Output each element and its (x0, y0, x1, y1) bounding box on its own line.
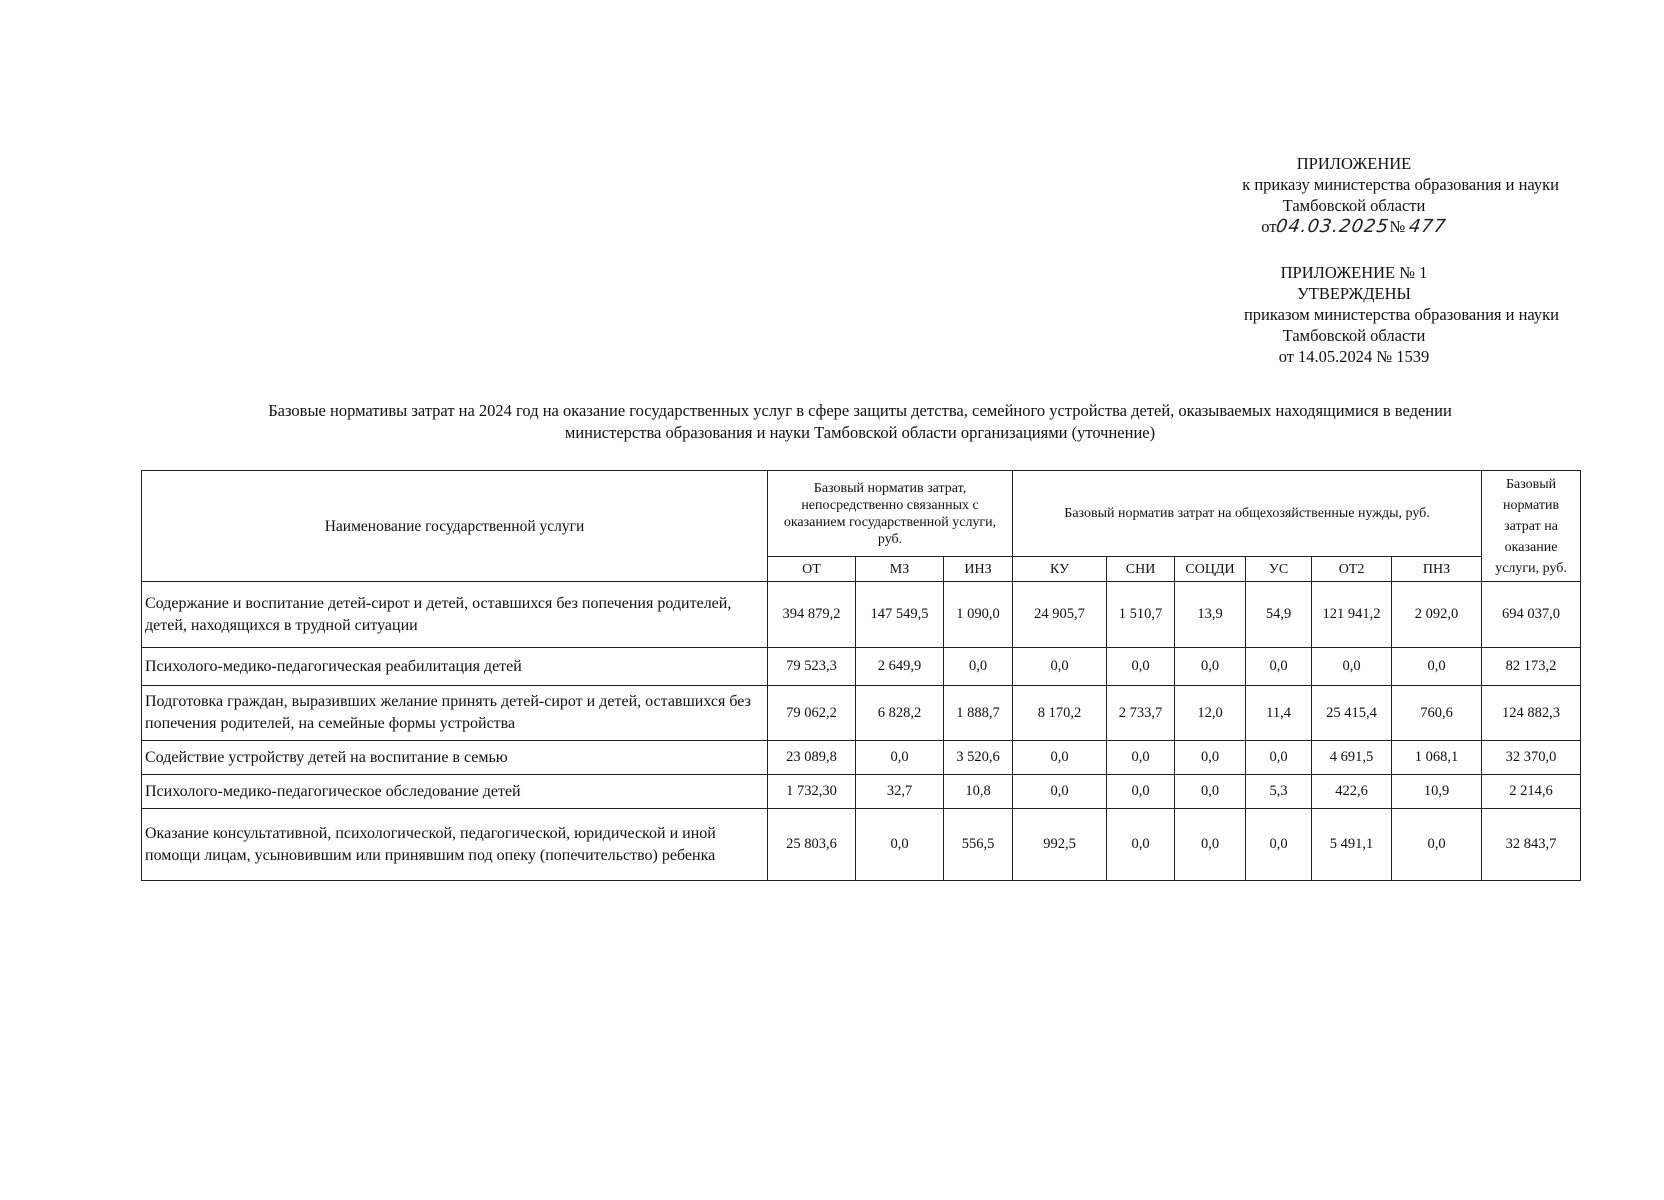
appendix-region-line: Тамбовской области (1282, 196, 1426, 215)
table-row (142, 741, 1581, 775)
cell-ot: 25 803,6 (768, 809, 856, 881)
cell-sni: 0,0 (1107, 648, 1175, 686)
cell-us: 0,0 (1246, 741, 1312, 775)
appendix1-region-line: Тамбовской области (1282, 326, 1426, 345)
cell-us: 5,3 (1246, 775, 1312, 809)
cell-total: 694 037,0 (1482, 582, 1581, 648)
appendix-order-line: к приказу министерства образования и науки (1242, 175, 1559, 194)
appendix1-header (1144, 262, 1564, 367)
appendix-header (1144, 153, 1564, 237)
cell-ot2: 422,6 (1312, 775, 1392, 809)
header-sub-sni: СНИ (1107, 557, 1175, 582)
appendix-date-line (1144, 216, 1564, 237)
appendix-handwritten-date: 04.03.2025 (1274, 216, 1392, 237)
table-row (142, 809, 1581, 881)
norms-table (141, 470, 1581, 881)
cell-ku: 992,5 (1013, 809, 1107, 881)
cell-sni: 0,0 (1107, 809, 1175, 881)
cell-ku: 0,0 (1013, 648, 1107, 686)
cell-ot2: 0,0 (1312, 648, 1392, 686)
row-service-name: Содержание и воспитание детей-сирот и детей, оставшихся без попечения родителей, детей, находящихся в трудной ситуации (142, 582, 768, 648)
cell-ot2: 121 941,2 (1312, 582, 1392, 648)
header-sub-ot2: ОТ2 (1312, 557, 1392, 582)
cell-mz: 0,0 (856, 809, 944, 881)
cell-socdi: 12,0 (1175, 686, 1246, 741)
cell-sni: 2 733,7 (1107, 686, 1175, 741)
cell-mz: 2 649,9 (856, 648, 944, 686)
cell-ot2: 25 415,4 (1312, 686, 1392, 741)
header-sub-inz: ИНЗ (944, 557, 1013, 582)
cell-ot: 23 089,8 (768, 741, 856, 775)
cell-inz: 556,5 (944, 809, 1013, 881)
cell-ot: 79 523,3 (768, 648, 856, 686)
cell-mz: 147 549,5 (856, 582, 944, 648)
norms-table-wrap (141, 470, 1580, 881)
appendix-title: ПРИЛОЖЕНИЕ (1296, 154, 1412, 173)
cell-us: 0,0 (1246, 809, 1312, 881)
cell-ot: 79 062,2 (768, 686, 856, 741)
header-service-name: Наименование государственной услуги (142, 471, 768, 582)
table-row (142, 775, 1581, 809)
cell-sni: 0,0 (1107, 741, 1175, 775)
cell-ot2: 5 491,1 (1312, 809, 1392, 881)
document-title (150, 400, 1570, 444)
cell-ku: 8 170,2 (1013, 686, 1107, 741)
header-direct-group: Базовый норматив затрат, непосредственно связанных с оказанием государственной услуги, руб. (768, 471, 1013, 557)
cell-inz: 1 888,7 (944, 686, 1013, 741)
cell-us: 54,9 (1246, 582, 1312, 648)
cell-inz: 0,0 (944, 648, 1013, 686)
table-row (142, 648, 1581, 686)
document-title-line1: Базовые нормативы затрат на 2024 год на оказание государственных услуг в сфере защиты детства, семейного устройства детей, оказываемых находящимися в ведении (268, 401, 1452, 420)
table-row (142, 686, 1581, 741)
row-service-name: Психолого-медико-педагогическая реабилитация детей (142, 648, 768, 686)
document-title-line2: министерства образования и науки Тамбовской области организациями (уточнение) (564, 423, 1156, 442)
cell-ku: 0,0 (1013, 775, 1107, 809)
cell-socdi: 0,0 (1175, 775, 1246, 809)
row-service-name: Подготовка граждан, выразивших желание принять детей-сирот и детей, оставшихся без попечения родителей, на семейные формы устройства (142, 686, 768, 741)
cell-sni: 1 510,7 (1107, 582, 1175, 648)
cell-pnz: 2 092,0 (1392, 582, 1482, 648)
header-sub-mz: МЗ (856, 557, 944, 582)
cell-pnz: 0,0 (1392, 648, 1482, 686)
cell-total: 82 173,2 (1482, 648, 1581, 686)
header-row-top (142, 471, 1581, 557)
cell-mz: 32,7 (856, 775, 944, 809)
header-sub-ku: КУ (1013, 557, 1107, 582)
cell-total: 32 370,0 (1482, 741, 1581, 775)
appendix-number-sign: № (1389, 217, 1406, 236)
appendix1-title: ПРИЛОЖЕНИЕ № 1 (1280, 263, 1428, 282)
row-service-name: Содействие устройству детей на воспитание в семью (142, 741, 768, 775)
table-row (142, 582, 1581, 648)
appendix1-approved: УТВЕРЖДЕНЫ (1297, 284, 1411, 303)
cell-total: 124 882,3 (1482, 686, 1581, 741)
cell-pnz: 1 068,1 (1392, 741, 1482, 775)
header-total: Базовый норматив затрат на оказание услуги, руб. (1482, 471, 1581, 582)
appendix-date-prefix: от (1261, 217, 1277, 236)
cell-ot: 394 879,2 (768, 582, 856, 648)
row-service-name: Оказание консультативной, психологической, педагогической, юридической и иной помощи лицам, усыновившим или принявшим под опеку (попечительство) ребенка (142, 809, 768, 881)
cell-socdi: 0,0 (1175, 741, 1246, 775)
cell-total: 2 214,6 (1482, 775, 1581, 809)
cell-socdi: 0,0 (1175, 648, 1246, 686)
cell-socdi: 0,0 (1175, 809, 1246, 881)
header-sub-us: УС (1246, 557, 1312, 582)
cell-ku: 24 905,7 (1013, 582, 1107, 648)
cell-inz: 3 520,6 (944, 741, 1013, 775)
cell-sni: 0,0 (1107, 775, 1175, 809)
appendix1-date-line: от 14.05.2024 № 1539 (1278, 347, 1430, 366)
cell-mz: 6 828,2 (856, 686, 944, 741)
cell-total: 32 843,7 (1482, 809, 1581, 881)
header-sub-ot: ОТ (768, 557, 856, 582)
cell-ku: 0,0 (1013, 741, 1107, 775)
cell-socdi: 13,9 (1175, 582, 1246, 648)
cell-ot: 1 732,30 (768, 775, 856, 809)
row-service-name: Психолого-медико-педагогическое обследование детей (142, 775, 768, 809)
cell-inz: 1 090,0 (944, 582, 1013, 648)
cell-inz: 10,8 (944, 775, 1013, 809)
cell-pnz: 0,0 (1392, 809, 1482, 881)
cell-pnz: 10,9 (1392, 775, 1482, 809)
cell-mz: 0,0 (856, 741, 944, 775)
header-general-group: Базовый норматив затрат на общехозяйственные нужды, руб. (1013, 471, 1482, 557)
cell-pnz: 760,6 (1392, 686, 1482, 741)
appendix-handwritten-number: 477 (1407, 216, 1449, 237)
cell-ot2: 4 691,5 (1312, 741, 1392, 775)
cell-us: 0,0 (1246, 648, 1312, 686)
appendix1-order-line: приказом министерства образования и науки (1243, 305, 1559, 324)
cell-us: 11,4 (1246, 686, 1312, 741)
header-sub-pnz: ПНЗ (1392, 557, 1482, 582)
header-sub-socdi: СОЦДИ (1175, 557, 1246, 582)
